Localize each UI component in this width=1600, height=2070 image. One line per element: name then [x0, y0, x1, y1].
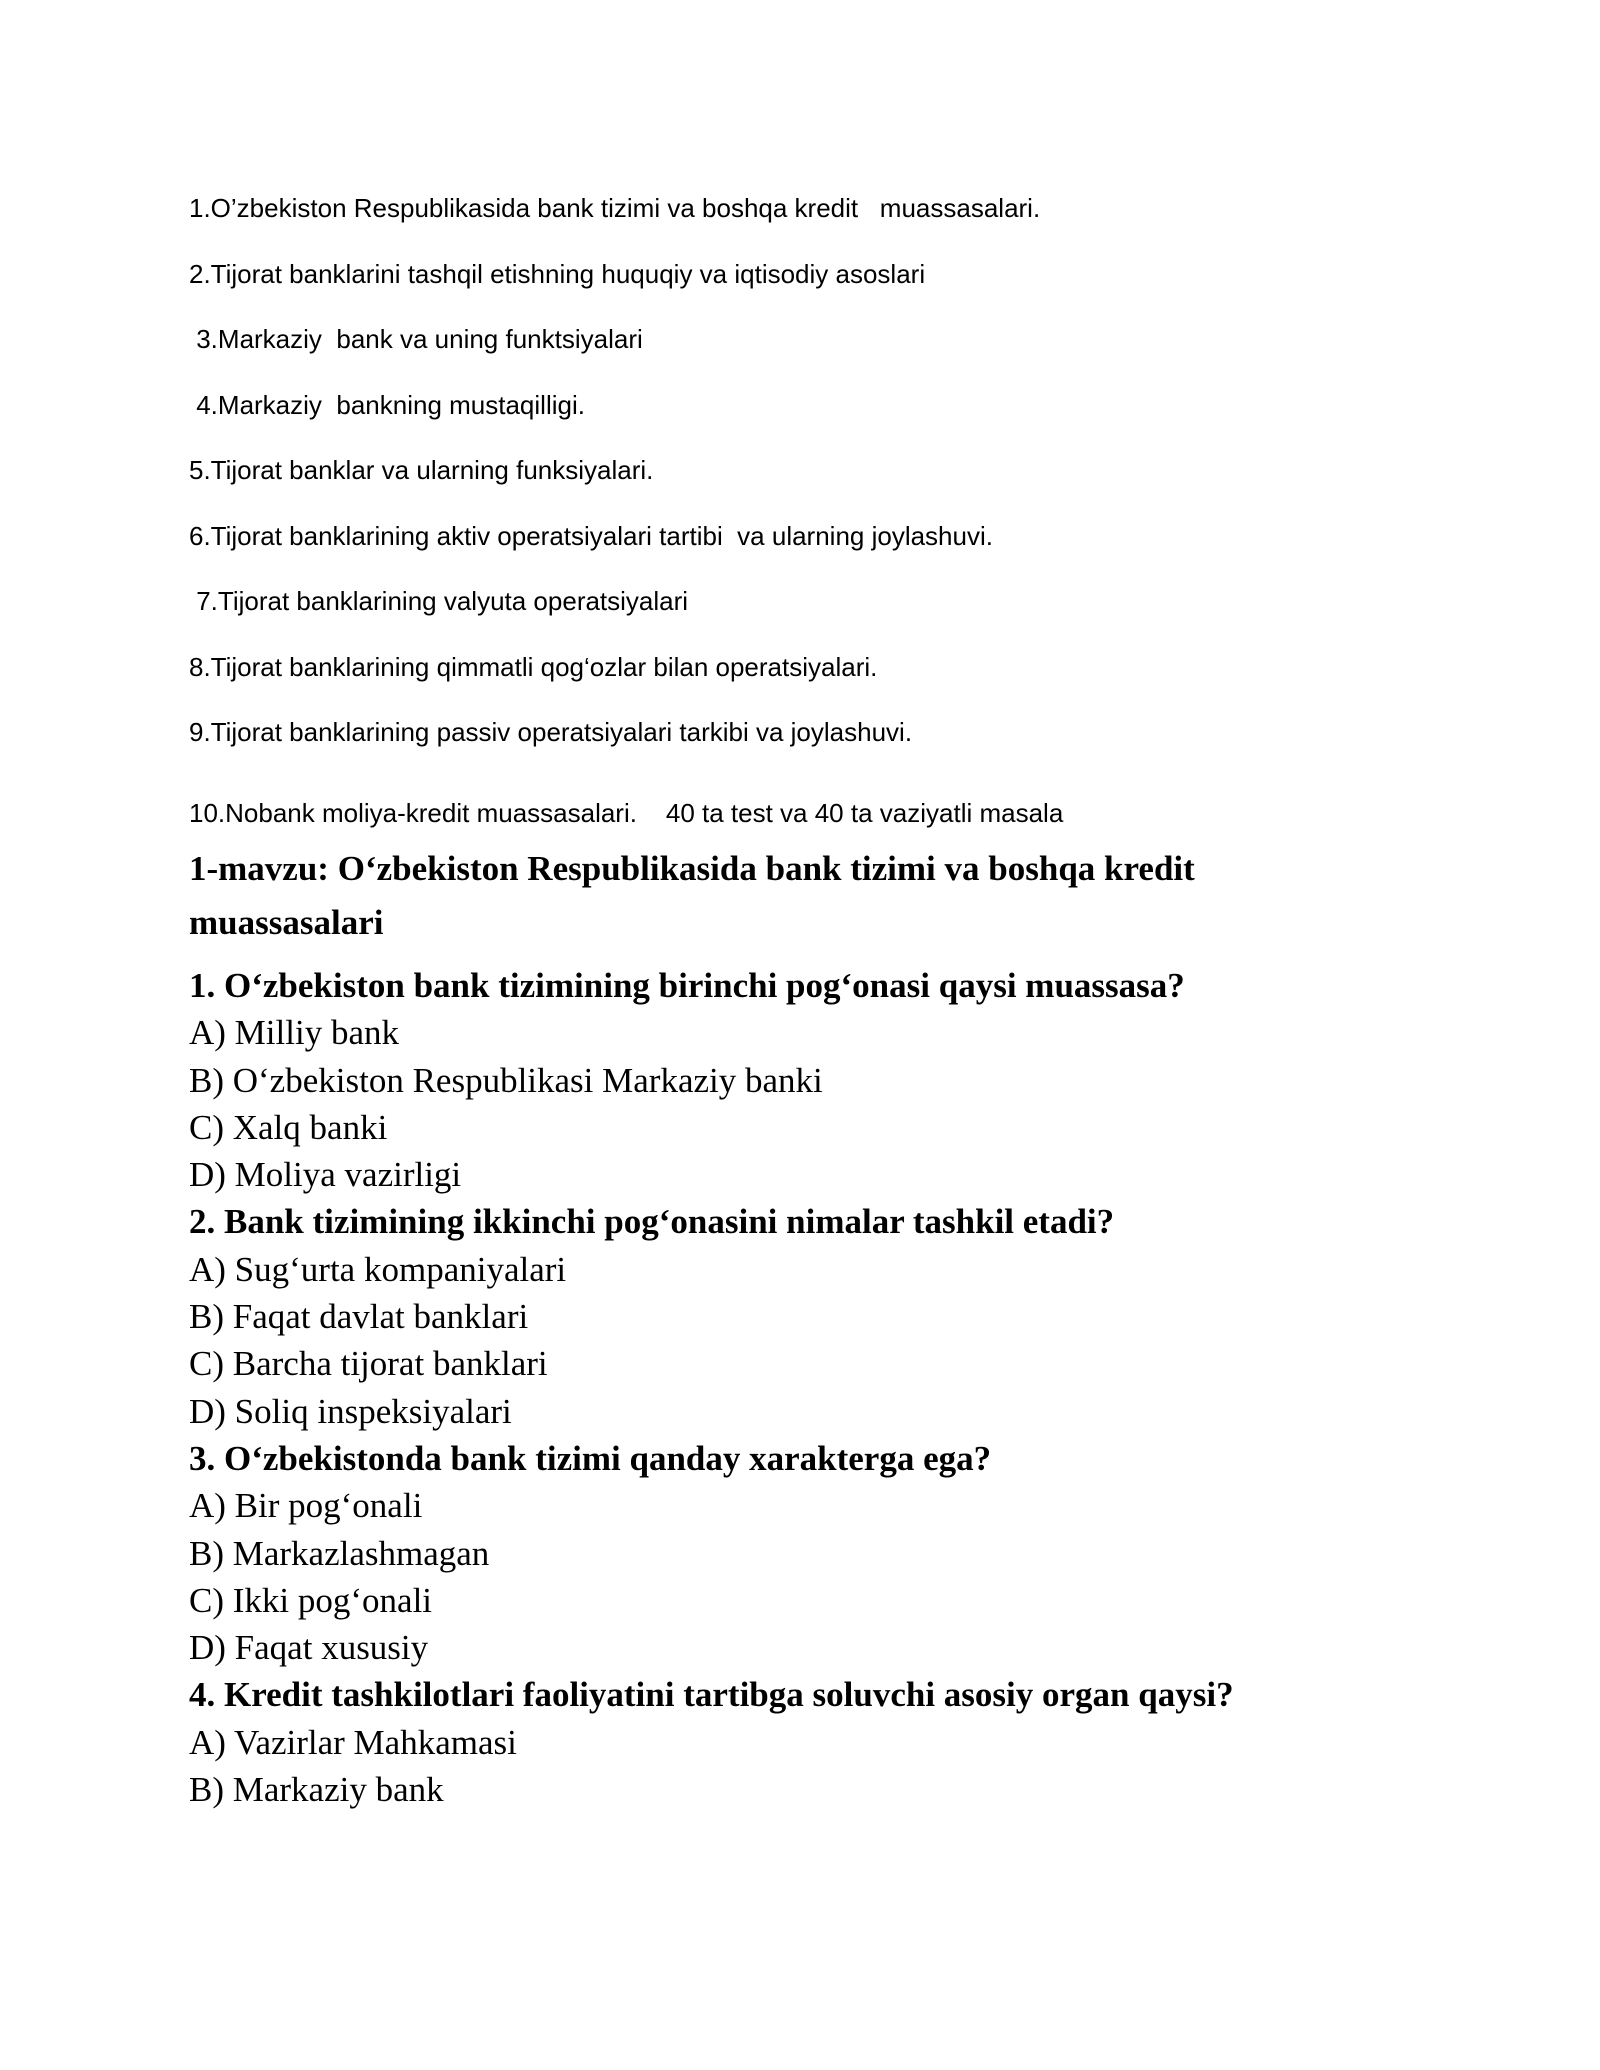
topic-item-6: 6.Tijorat banklarining aktiv operatsiyalari tartibi va ularning joylashuvi. — [189, 521, 993, 551]
option-1b: B) O‘zbekiston Respublikasi Markaziy banki — [189, 1060, 823, 1100]
option-1d: D) Moliya vazirligi — [189, 1155, 462, 1195]
topic-item-5: 5.Tijorat banklar va ularning funksiyalari. — [189, 455, 654, 485]
question-3: 3. O‘zbekistonda bank tizimi qanday xarakterga ega? — [189, 1438, 992, 1478]
option-4a: A) Vazirlar Mahkamasi — [189, 1722, 517, 1762]
question-2: 2. Bank tizimining ikkinchi pog‘onasini nimalar tashkil etadi? — [189, 1202, 1115, 1242]
section-heading: 1-mavzu: O‘zbekiston Respublikasida bank tizimi va boshqa kredit muassasalari — [189, 849, 1195, 942]
topic-item-8: 8.Tijorat banklarining qimmatli qog‘ozlar bilan operatsiyalari. — [189, 652, 878, 682]
option-3d: D) Faqat xususiy — [189, 1628, 429, 1668]
option-1a: A) Milliy bank — [189, 1013, 399, 1053]
topic-item-4: 4.Markaziy bankning mustaqilligi. — [189, 390, 585, 420]
option-3b: B) Markazlashmagan — [189, 1533, 490, 1573]
question-1: 1. O‘zbekiston bank tizimining birinchi pog‘onasi qaysi muassasa? — [189, 966, 1185, 1005]
option-2a: A) Sug‘urta kompaniyalari — [189, 1249, 567, 1289]
topic-item-7: 7.Tijorat banklarining valyuta operatsiyalari — [189, 586, 689, 616]
topic-item-9: 9.Tijorat banklarining passiv operatsiyalari tarkibi va joylashuvi. — [189, 717, 913, 747]
quiz-list — [189, 962, 1439, 1813]
topic-item-1: 1.O’zbekiston Respublikasida bank tizimi va boshqa kredit muassasalari. — [189, 193, 1041, 223]
topic-item-10: 10.Nobank moliya-kredit muassasalari. 40 ta test va 40 ta vaziyatli masala — [189, 798, 1064, 828]
option-2d: D) Soliq inspeksiyalari — [189, 1391, 512, 1431]
topic-item-2: 2.Tijorat banklarini tashqil etishning huquqiy va iqtisodiy asoslari — [189, 259, 926, 289]
option-2b: B) Faqat davlat banklari — [189, 1297, 529, 1337]
option-4b: B) Markaziy bank — [189, 1770, 444, 1810]
option-1c: C) Xalq banki — [189, 1107, 388, 1147]
option-3c: C) Ikki pog‘onali — [189, 1580, 433, 1620]
option-2c: C) Barcha tijorat banklari — [189, 1344, 548, 1384]
topic-item-3: 3.Markaziy bank va uning funktsiyalari — [189, 324, 643, 354]
question-4: 4. Kredit tashkilotlari faoliyatini tartibga soluvchi asosiy organ qaysi? — [189, 1675, 1234, 1715]
option-3a: A) Bir pog‘onali — [189, 1486, 423, 1526]
